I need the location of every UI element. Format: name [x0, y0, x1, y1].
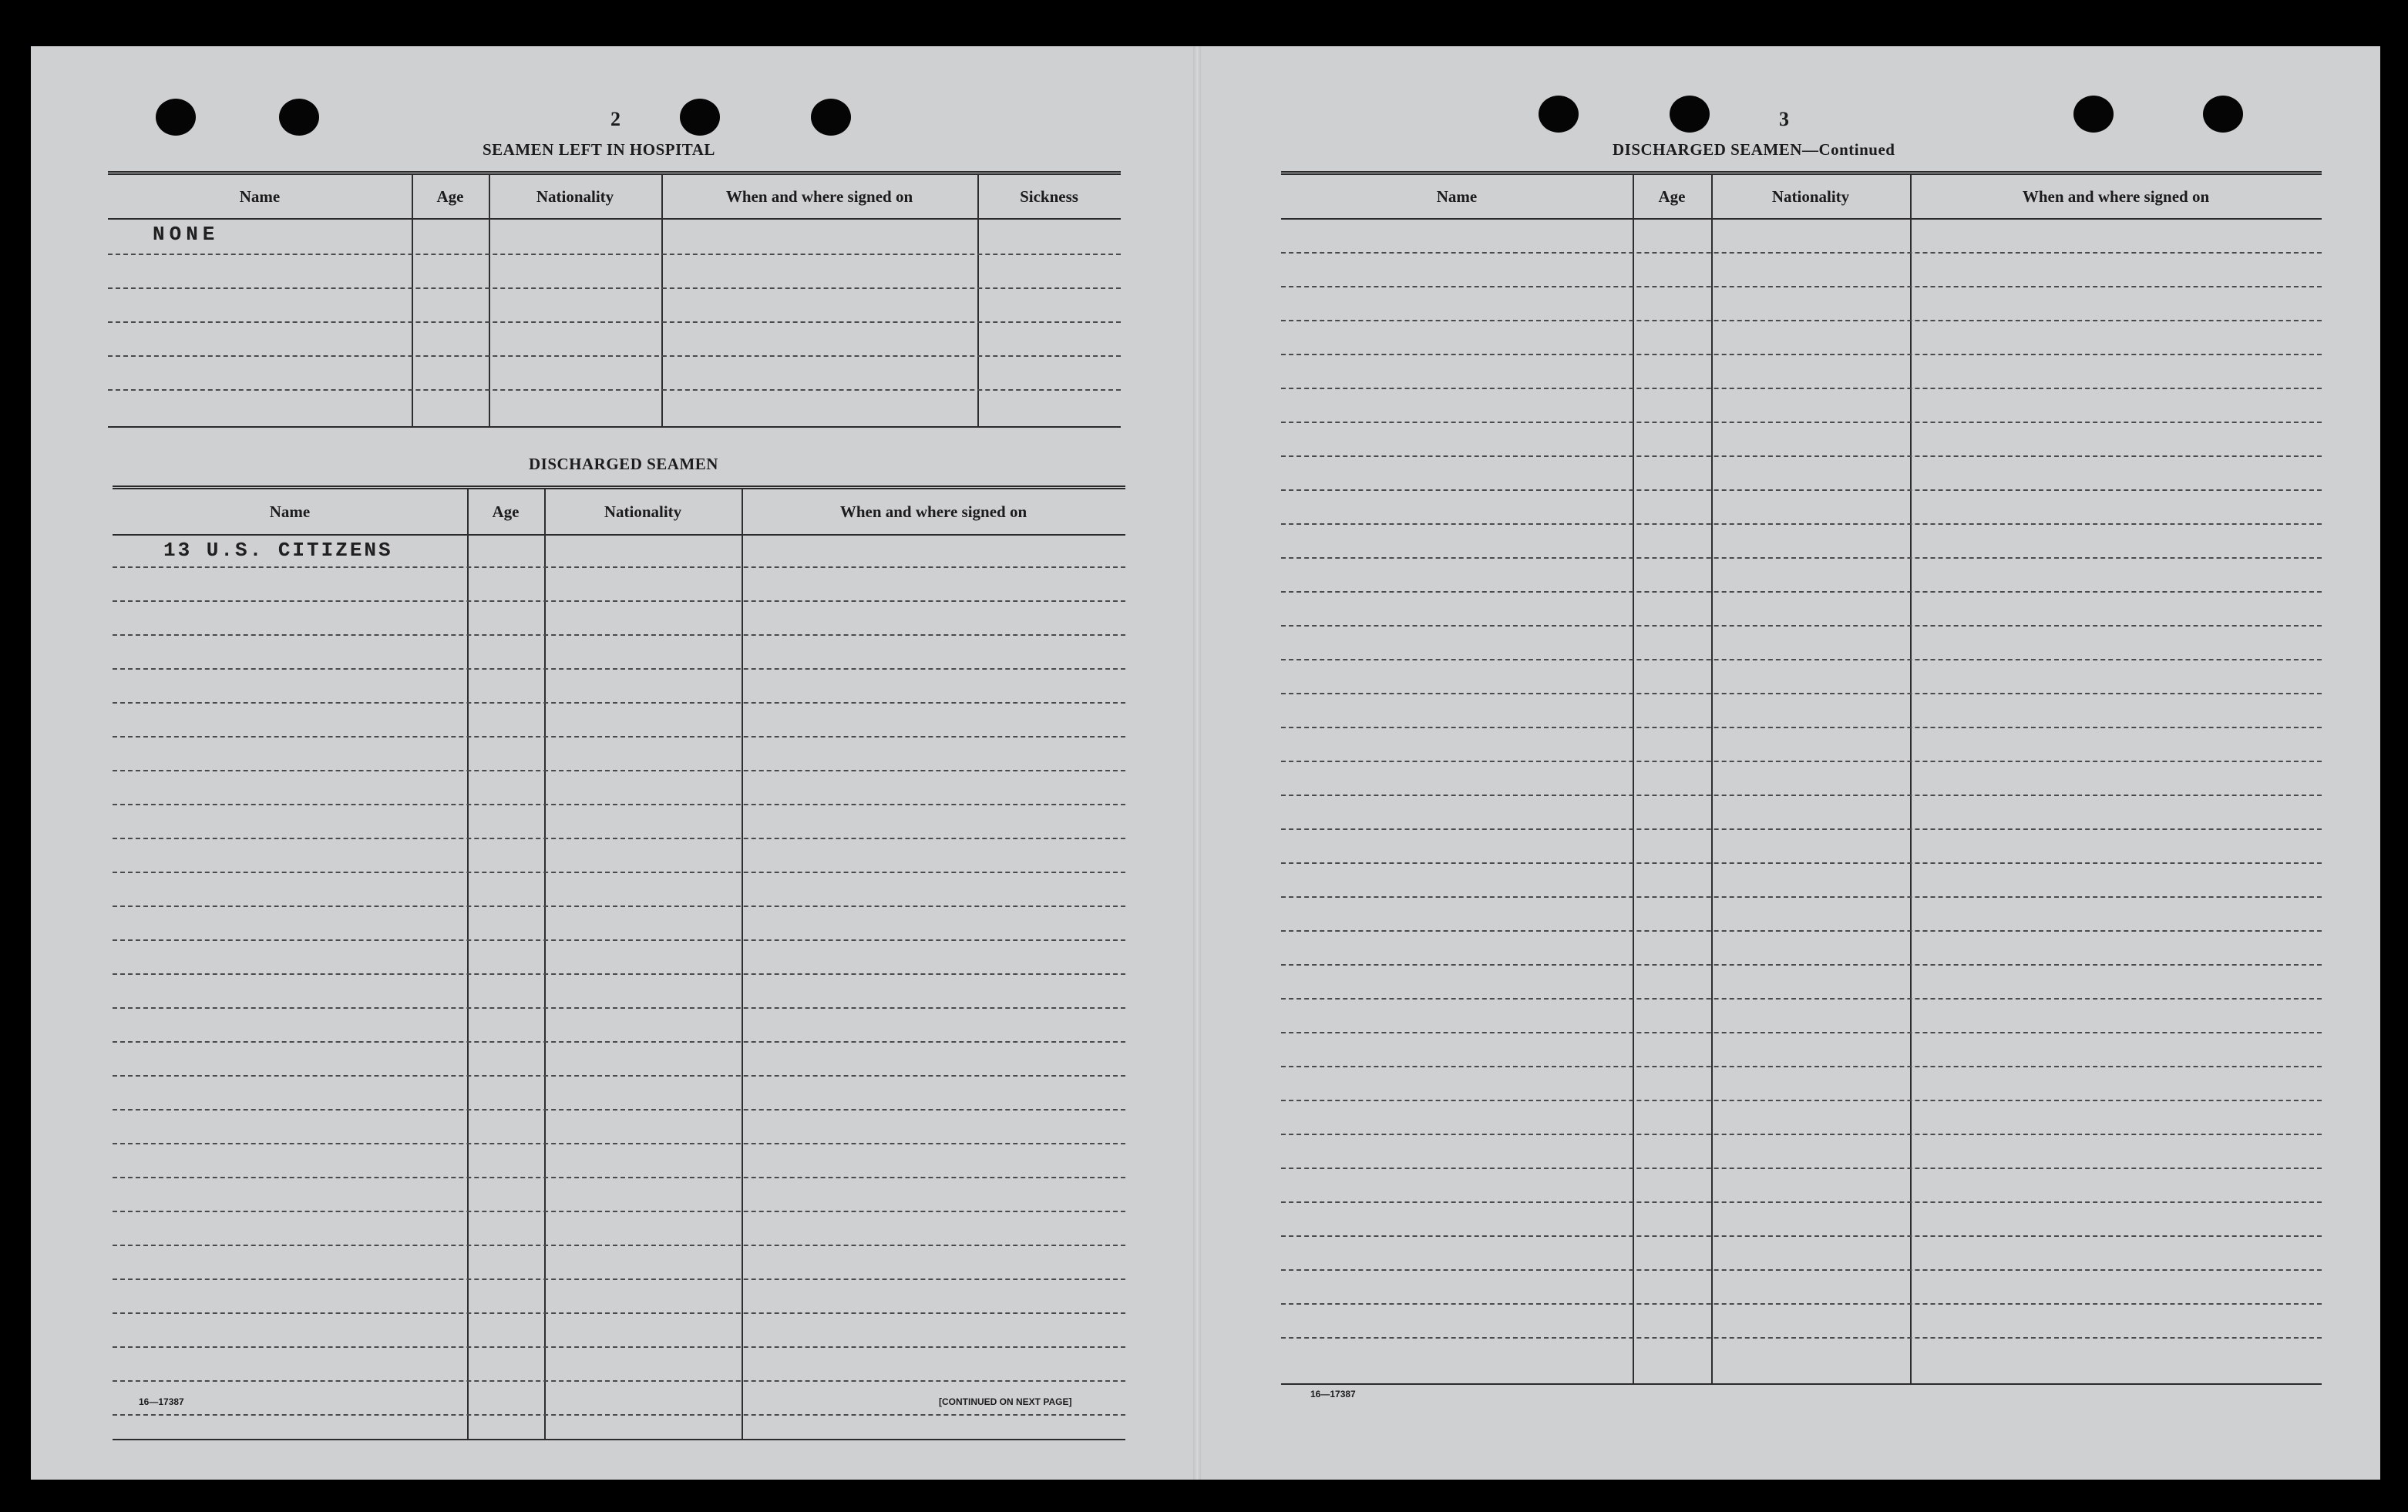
- ruled-line: [113, 906, 1125, 907]
- discharged-ledger-right: [1281, 171, 2322, 1385]
- ruled-line: [1281, 1269, 2322, 1271]
- column-divider: [742, 489, 743, 1439]
- hospital-header-row: [108, 175, 1121, 220]
- discharged-section-title-left: DISCHARGED SEAMEN: [529, 455, 718, 473]
- form-sheet: [31, 46, 2380, 1480]
- ruled-line: [113, 872, 1125, 873]
- ruled-line: [1281, 354, 2322, 355]
- punch-hole: [811, 99, 851, 136]
- ruled-line: [1281, 523, 2322, 525]
- col-header-signed-on: When and where signed on: [839, 502, 1027, 521]
- discharged-ledger-left: [113, 486, 1125, 1440]
- hospital-entry: NONE: [153, 223, 220, 246]
- ruled-line: [1281, 964, 2322, 966]
- ruled-line: [1281, 557, 2322, 559]
- ruled-line: [1281, 930, 2322, 932]
- ruled-line: [1281, 455, 2322, 457]
- punch-hole: [156, 99, 196, 136]
- hospital-section-title: SEAMEN LEFT IN HOSPITAL: [483, 140, 715, 159]
- ruled-line: [113, 600, 1125, 602]
- col-header-age: Age: [492, 502, 520, 521]
- ruled-line: [1281, 795, 2322, 796]
- col-header-signed-on: When and where signed on: [725, 186, 913, 206]
- punch-hole: [279, 99, 319, 136]
- punch-hole: [1670, 96, 1710, 133]
- form-number-left: 16—17387: [139, 1396, 184, 1407]
- col-header-age: Age: [1658, 186, 1686, 206]
- ruled-line: [108, 355, 1121, 357]
- punch-hole: [2203, 96, 2243, 133]
- section-title-suffix: —Continued: [1801, 140, 1895, 159]
- ruled-line: [1281, 286, 2322, 287]
- ruled-line: [1281, 693, 2322, 694]
- ruled-line: [113, 736, 1125, 738]
- ruled-line: [1281, 659, 2322, 660]
- ruled-line: [1281, 1100, 2322, 1101]
- ruled-line: [113, 1312, 1125, 1314]
- col-header-nationality: Nationality: [604, 502, 682, 521]
- ruled-line: [1281, 1303, 2322, 1305]
- ruled-line: [1281, 1134, 2322, 1135]
- ruled-line: [108, 254, 1121, 255]
- ruled-line: [113, 566, 1125, 568]
- col-header-nationality: Nationality: [1771, 186, 1850, 206]
- discharged-header-row-left: [113, 489, 1125, 536]
- ruled-line: [113, 702, 1125, 704]
- ruled-line: [113, 838, 1125, 839]
- ruled-line: [1281, 998, 2322, 1000]
- ruled-line: [113, 1109, 1125, 1110]
- col-header-age: Age: [436, 186, 464, 206]
- ruled-line: [113, 1177, 1125, 1178]
- ruled-line: [1281, 761, 2322, 762]
- page-number-right: 3: [1779, 108, 1789, 130]
- col-header-name: Name: [1436, 186, 1478, 206]
- discharged-header-row-right: [1281, 175, 2322, 220]
- col-header-signed-on: When and where signed on: [2022, 186, 2210, 206]
- ruled-line: [1281, 828, 2322, 830]
- section-title-text: DISCHARGED SEAMEN: [1613, 140, 1802, 159]
- ruled-line: [1281, 1235, 2322, 1237]
- ruled-line: [113, 1245, 1125, 1246]
- ruled-line: [1281, 320, 2322, 321]
- ruled-line: [113, 1278, 1125, 1280]
- ruled-line: [113, 1380, 1125, 1382]
- ruled-line: [1281, 625, 2322, 627]
- col-header-name: Name: [239, 186, 281, 206]
- page-number-left: 2: [610, 108, 620, 130]
- ruled-line: [1281, 727, 2322, 728]
- ruled-line: [1281, 388, 2322, 389]
- discharged-entry: 13 U.S. CITIZENS: [163, 539, 393, 562]
- form-number-right: 16—17387: [1310, 1389, 1356, 1399]
- ruled-line: [113, 1143, 1125, 1144]
- center-fold: [1193, 46, 1201, 1480]
- ruled-line: [113, 973, 1125, 975]
- ruled-line: [113, 1346, 1125, 1348]
- ruled-line: [113, 1414, 1125, 1416]
- ruled-line: [1281, 422, 2322, 423]
- ruled-line: [108, 321, 1121, 323]
- ruled-line: [113, 939, 1125, 941]
- ruled-line: [1281, 862, 2322, 864]
- ruled-line: [1281, 1201, 2322, 1203]
- col-header-nationality: Nationality: [536, 186, 614, 206]
- ruled-line: [113, 668, 1125, 670]
- ruled-line: [1281, 896, 2322, 898]
- col-header-name: Name: [269, 502, 311, 521]
- ruled-line: [1281, 591, 2322, 593]
- hospital-ledger: [108, 171, 1121, 428]
- ruled-line: [113, 1211, 1125, 1212]
- ruled-line: [1281, 1337, 2322, 1339]
- discharged-section-title-right: [1613, 140, 1895, 160]
- ruled-line: [1281, 489, 2322, 491]
- punch-hole: [1539, 96, 1579, 133]
- continued-note: [CONTINUED ON NEXT PAGE]: [939, 1396, 1072, 1407]
- ruled-line: [1281, 1168, 2322, 1169]
- ruled-line: [113, 770, 1125, 771]
- punch-hole: [680, 99, 720, 136]
- column-divider: [544, 489, 546, 1439]
- punch-hole: [2073, 96, 2114, 133]
- ruled-line: [108, 287, 1121, 289]
- col-header-sickness: Sickness: [1020, 186, 1078, 206]
- ruled-line: [108, 389, 1121, 391]
- ruled-line: [1281, 1032, 2322, 1033]
- ruled-line: [113, 1075, 1125, 1077]
- ruled-line: [113, 634, 1125, 636]
- ruled-line: [113, 804, 1125, 805]
- ruled-line: [1281, 252, 2322, 254]
- ruled-line: [1281, 1066, 2322, 1067]
- ruled-line: [113, 1007, 1125, 1009]
- ruled-line: [113, 1041, 1125, 1043]
- column-divider: [467, 489, 469, 1439]
